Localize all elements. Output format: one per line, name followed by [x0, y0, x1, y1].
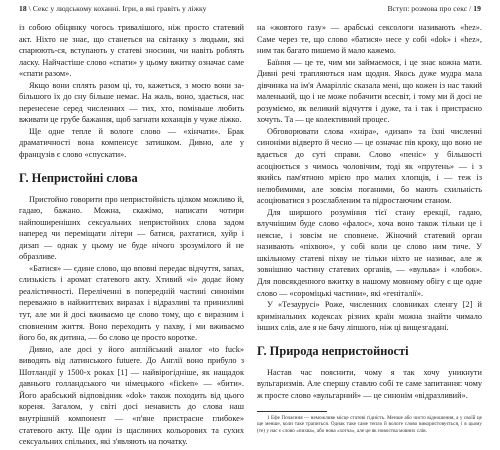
left-page-number: 18	[19, 4, 27, 13]
left-head-title: Секс у людському коханні. Ігри, в які гравіть у ліжку	[32, 4, 207, 13]
running-header	[0, 0, 500, 18]
right-page-number: 19	[473, 4, 481, 13]
paragraph: Настав час пояснити, чому я так хочу уникнути вульгаризмів. Але спершу ставлю собі те саме запитання: чому ж просте слово «вульгарний» — це синонім «відразливий».	[257, 367, 482, 400]
paragraph: Якщо вони сплять разом ці, то, кажеться, з моєю вони за-більшого їх до сну більше немає. На жаль, воно, здається, нас перенесене серед численних — тих, хто, поміньше любить вживати це грубе бажання, щоб загнати коханців у чуже ліжко.	[19, 80, 244, 125]
paragraph: Пристойно говорити про непристойність цілком можливо й, гадаю, бажано. Можна, скажімо, написати чотири найпоширеніших сексуальних непристойних слова задом наперед чи переміщати літери — батися, рахтатися, хуйр і дизап — однак у цьому не буде нічого зрозумілого й не образливе.	[19, 194, 244, 262]
paragraph: із собою обіцянку чогось тривалішого, ніж просто статевий акт. Ніхто не знає, що станеться на світанку з людьми, які спарюють-ся, вступають у статеві зносини, чи навіть роблять ласку. Найчастіше слово «спати» у цьому вжитку означає саме «спати разом».	[19, 23, 244, 79]
paragraph: Для ширшого розуміння тієї стану ерекції, гадаю, влучнішим буде слово «фалос», хоча воно також тільки це і неясне, і зовсім не сповнене. Жіночий статевий орган називають «піхвою», у собі коли це слово ним тиче. У шкільному статеві піхву не тільки ніхто не називає, але ж зовнішню частину статевих органів, — «вульва» і «лобок». Для повсякденного вжитку в нашому мовному обігу є ще одне слово — «сороміцькі частини», які «геніталії».	[257, 207, 482, 298]
left-head-separator: \	[28, 4, 31, 13]
right-page-column	[257, 22, 482, 434]
paragraph: «Батися» — єдине слово, що вповні передає відчуття, запах, слизькість і аромат статевого акту. Хтивий «і» додає йому реалістичності. Переліченні в попередній частині синоніми переважно в найжиттєвих виразах і відразливі та принизливі тут, але ми й досі вживаємо це слово тому, що є виразним і сповненим життя. Воно переходить у пахву, і ми вживаємо його бо, як дитина, — бо слово це просто коротке.	[19, 263, 244, 343]
section-heading: Г. Природа непристойності	[257, 343, 409, 358]
paragraph: на «жовтого газу» — арабські сексологи називають «hez». Саме через те, що слово «батися» несе у собі «dok» і «hez», ним так багато пишемо й мало кажемо.	[257, 23, 482, 56]
footnote: 1 Ефе Почаєння — неможливе місце статеві гідність. Менше або чисто відношення, а у своїй це ще менше, коли таке трапиться. Однак таке саме тепло й вологе слово використовується, і в цьому (те) у нас є слово «пихва», або нова «хотча», але це як новоства мовних слів.	[257, 415, 482, 434]
right-head-separator: /	[469, 4, 472, 13]
paragraph: Дивно, але досі у його англійський аналог «to fuck» виводять від латинського futuere. До Англії воно прибуло з Шотландії у 1500-х роках [1] — найвірогідніше, як нащадок давнього голландського чи німецького «ficken» — «бити». Його арабський відповідник «dok» також походить від цього кореня. Загалом, у світі досі ненависть до слова наш внутрішній компонент — «п'яне пристрасне глибоке» статевого акту. Ще один із щаслиних кольорових та сухих сексуальних спільних, які з'являють на початку.	[19, 344, 244, 447]
right-head-title: Вступ: розмова про секс	[387, 4, 468, 13]
paragraph: У «Тезаурусі» Роже, численних словниках сленгу [2] й кримінальних кодексах різних країн можна знайти чимало інших слів, але я не бачу ліпшого, ніж ці вищезгадані.	[257, 300, 482, 333]
left-running-head	[19, 4, 207, 13]
paragraph: Ще одне тепле й вологе слово — «хінчати». Брак драматичності вона компенсує затишком. Дивно, але у французів є слово «спускати».	[19, 126, 244, 160]
paragraph: Обговорювати слова «хніра», «дизап» та їхні численні синоніми відверто й чесно — це означає пів кроку, що воно не вдається до суті справи. Слово «пеніс» у більшості асоціюється з чимось чоловічим, тоді як «прутень» — і з якийсь пам'ятною мрією про малих хлопців, і — теж із нелюбимими, але зовсім поганими, бо мають схильність асоціюватися з розслабленим та підростаючим станом.	[257, 126, 482, 206]
left-page-column	[19, 22, 244, 448]
right-running-head	[387, 4, 481, 13]
paragraph: Баїння — це те, чим ми займаємося, і це знає кожна мати. Дивні речі трапляються нам щодня. Якось дуже мудра мала дівчинка на ім'я Амарілліс сказала мені, що кожен із нас такий маленький, що і не може побачити всесвіт, і тому ми й досі не розуміємо, як великий відчуття і дуже, та і так і пристрасно хочуть. Та — це колективний процес.	[257, 57, 482, 125]
footnote-rule	[257, 411, 327, 412]
section-heading: Г. Непристойні слова	[19, 170, 138, 185]
